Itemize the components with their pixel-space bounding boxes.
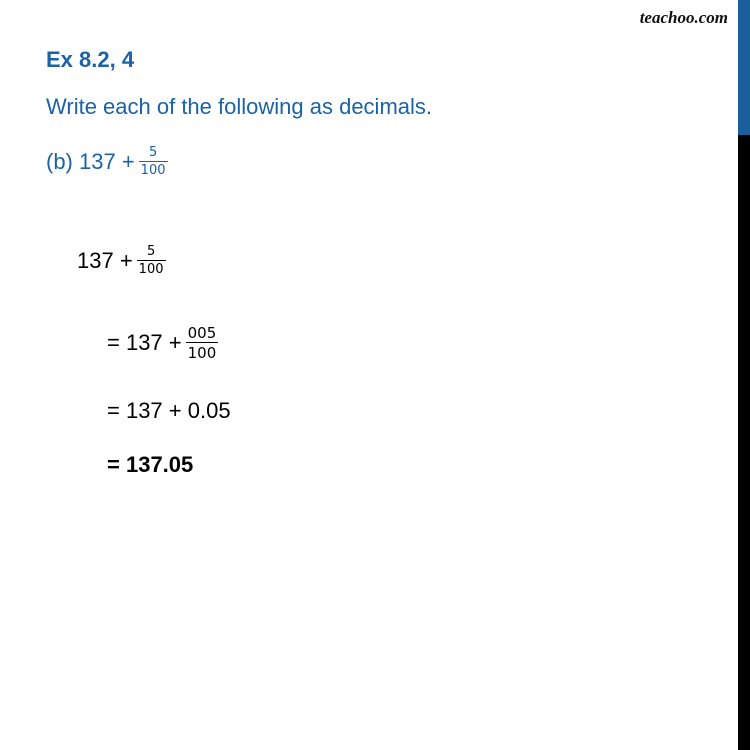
- fraction-denominator: 100: [187, 344, 217, 362]
- fraction-numerator: 5: [148, 145, 158, 160]
- final-equals: =: [107, 452, 126, 477]
- final-answer: 137.05: [125, 452, 194, 477]
- scrollbar-thumb[interactable]: [738, 0, 750, 135]
- step-1-fraction: [137, 244, 166, 277]
- fraction-denominator: 100: [140, 162, 166, 178]
- step-2-fraction: [186, 324, 219, 362]
- solution-step-3: = 137 + 0.05: [107, 398, 231, 423]
- solution-step-1: [77, 244, 166, 277]
- solution-final-step: [107, 452, 193, 478]
- exercise-title: Ex 8.2, 4: [46, 47, 135, 72]
- part-fraction: [139, 145, 168, 178]
- teachoo-watermark: teachoo.com: [639, 8, 728, 27]
- part-prefix: (b) 137 +: [46, 148, 135, 174]
- question-part: [46, 145, 168, 178]
- fraction-denominator: 100: [138, 261, 164, 277]
- solution-step-2: [107, 324, 218, 362]
- fraction-numerator: 5: [146, 244, 156, 259]
- scrollbar[interactable]: [738, 0, 750, 750]
- question-text: Write each of the following as decimals.: [46, 94, 432, 119]
- step-1-prefix: 137 +: [77, 247, 133, 273]
- fraction-numerator: 005: [187, 324, 217, 342]
- step-2-prefix: = 137 +: [107, 330, 182, 355]
